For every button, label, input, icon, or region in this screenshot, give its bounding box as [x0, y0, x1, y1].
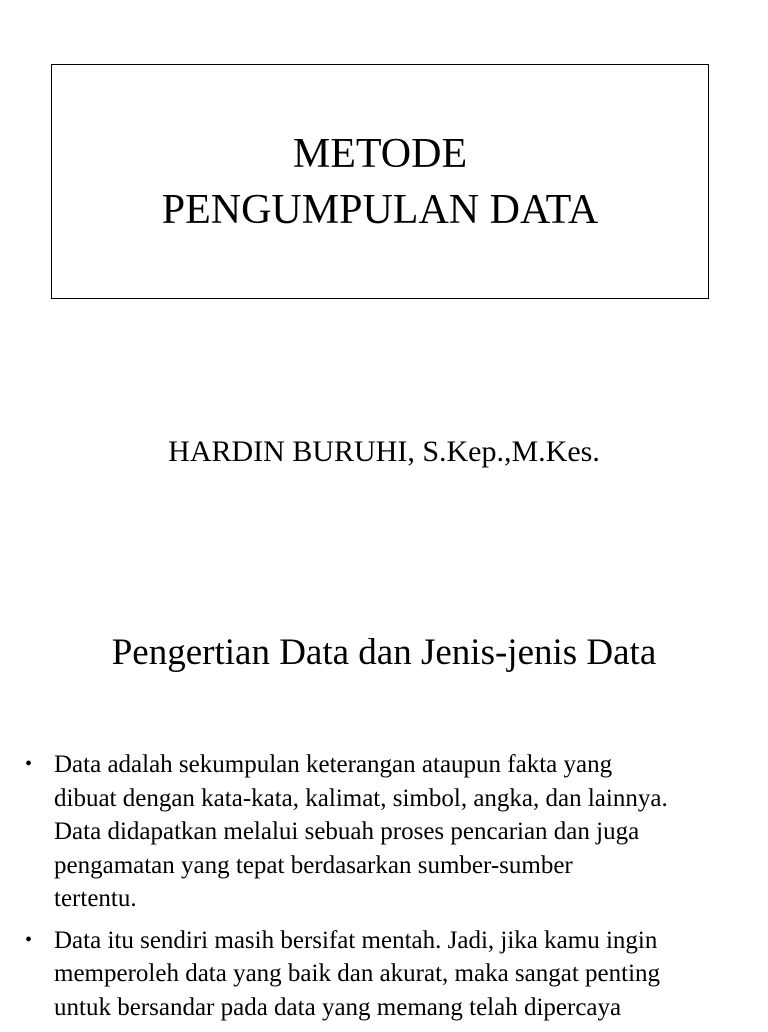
bullet-1-line-2: dibuat dengan kata-kata, kalimat, simbol, angka, dan lainnya.	[54, 784, 668, 812]
bullet-1-line-3: Data didapatkan melalui sebuah proses pencarian dan juga	[54, 818, 640, 845]
title-box	[51, 64, 709, 299]
bullet-item-1	[25, 748, 755, 916]
author-name: HARDIN BURUHI, S.Kep.,M.Kes.	[168, 435, 600, 468]
bullet-2-line-1: Data itu sendiri masih bersifat mentah. Jadi, jika kamu ingin	[54, 926, 658, 954]
bullet-1-line-4: pengamatan yang tepat berdasarkan sumber-sumber	[54, 851, 573, 879]
bullet-2-line-2: memperoleh data yang baik dan akurat, maka sangat penting	[54, 960, 661, 987]
title-line-1: METODE	[292, 130, 468, 177]
bullet-dot-icon: •	[25, 928, 33, 951]
title-line-2: PENGUMPULAN DATA	[161, 186, 599, 233]
bullet-list	[25, 748, 755, 1032]
bullet-2-line-3: untuk bersandar pada data yang memang telah dipercaya	[54, 993, 622, 1021]
bullet-1-line-5: tertentu.	[54, 885, 137, 912]
bullet-dot-icon: •	[25, 753, 33, 775]
bullet-1-line-1: Data adalah sekumpulan keterangan ataupun fakta yang	[54, 751, 613, 778]
section-heading: Pengertian Data dan Jenis-jenis Data	[111, 632, 657, 673]
bullet-item-2	[25, 924, 755, 1025]
